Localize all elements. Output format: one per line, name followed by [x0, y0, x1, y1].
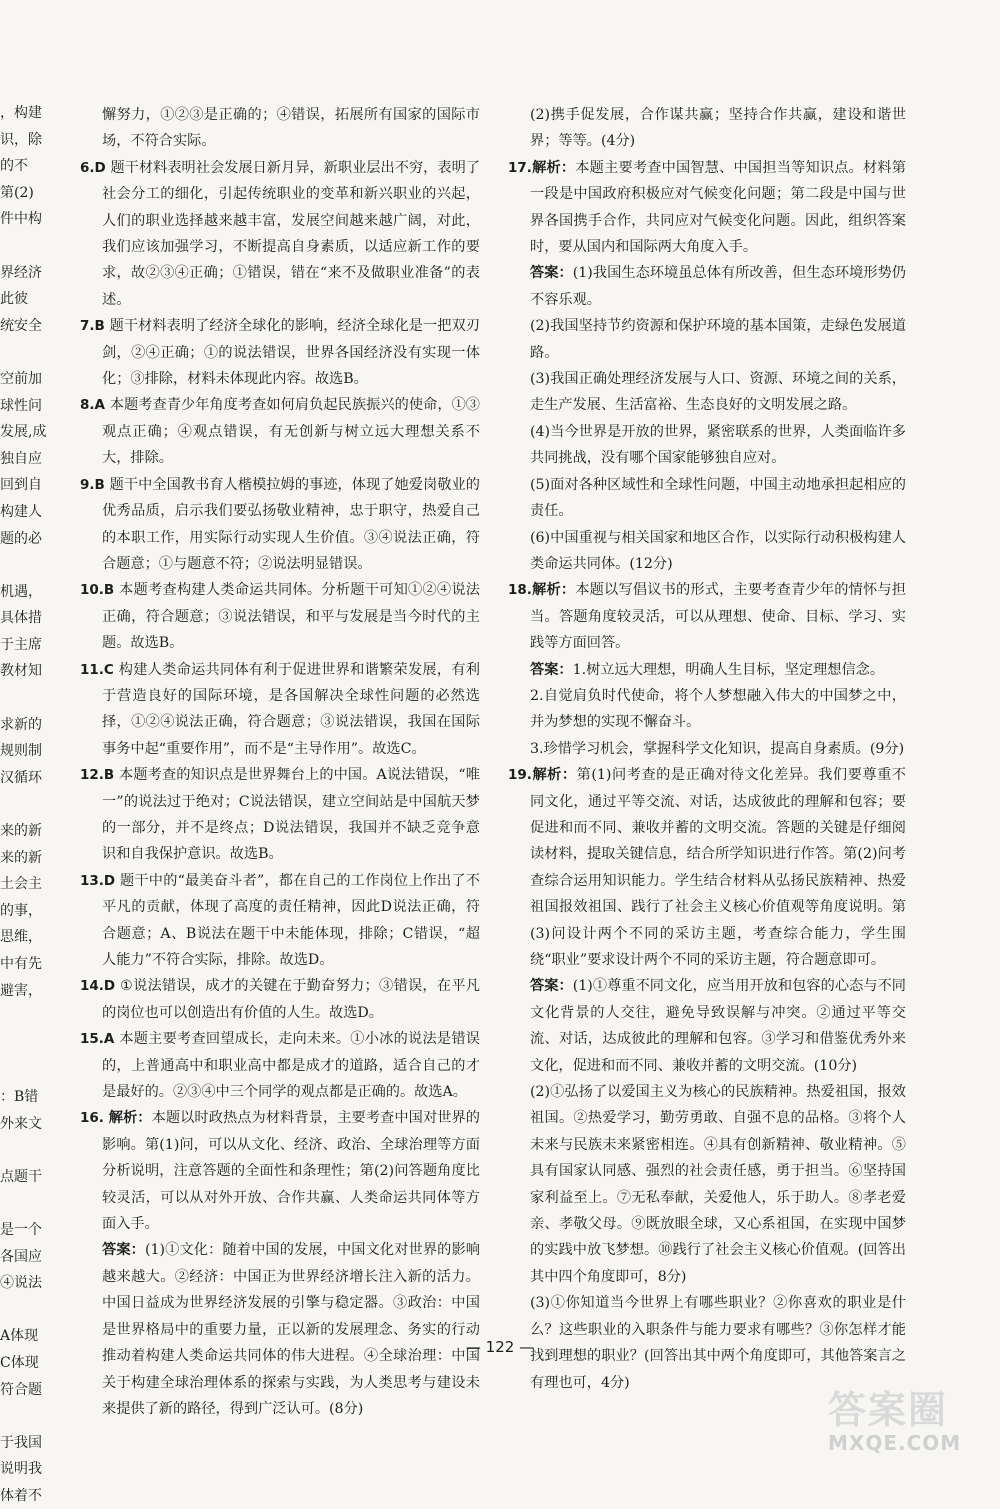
edge-fragment: 识，除: [0, 131, 42, 148]
answer-paragraph: [508, 683, 906, 736]
question-text: 本题主要考查回望成长，走向未来。①小冰的说法是错误的，上普通高中和职业高中都是成才的道路，适合自己的才是最好的。②③④中三个同学的观点都是正确的。故选A。: [102, 1031, 480, 1101]
question-item: [508, 577, 906, 656]
edge-fragment: [0, 1057, 78, 1084]
watermark-logo: [828, 1388, 978, 1462]
edge-fragment: 思维，: [0, 929, 42, 946]
analysis-label: 解析：: [108, 1110, 152, 1127]
edge-fragment: 汉循环: [0, 769, 42, 786]
edge-fragment: 第(2): [0, 184, 34, 201]
answer-paragraph: [80, 1237, 480, 1422]
edge-fragment: [0, 1403, 78, 1430]
question-number: 15.A: [80, 1031, 120, 1048]
question-item: [80, 102, 480, 155]
answer-text: 1.树立远大理想，明确人生目标，坚定理想信念。: [572, 661, 885, 678]
edge-fragment: [0, 1297, 78, 1324]
answer-paragraph: [508, 736, 906, 762]
left-column-fragment: [0, 100, 78, 1509]
edge-fragment: 件中构: [0, 211, 42, 228]
answer-paragraph: [508, 419, 906, 472]
question-item: [80, 1105, 480, 1237]
question-number: 13.D: [80, 872, 121, 889]
edge-fragment: 规则制: [0, 743, 42, 760]
edge-fragment: ，构建: [0, 105, 42, 121]
answer-paragraph: [508, 1079, 906, 1290]
edge-fragment: A体现: [0, 1328, 39, 1345]
question-item: [80, 973, 480, 1026]
right-column: [508, 102, 906, 1396]
answer-text: (1)我国生态环境虽总体有所改善，但生态环境形势仍不容乐观。: [530, 265, 906, 308]
question-item: [80, 313, 480, 392]
edge-fragment: [0, 1137, 78, 1164]
edge-fragment: 来的新: [0, 823, 42, 840]
answer-paragraph: [508, 260, 906, 313]
question-number: 9.B: [80, 476, 110, 493]
edge-fragment: 的事，: [0, 902, 42, 919]
edge-fragment: 教材知: [0, 663, 42, 680]
answer-label: 答案：: [530, 661, 573, 678]
edge-fragment: 说明我: [0, 1461, 42, 1478]
edge-fragment: ：B错: [0, 1088, 39, 1105]
edge-fragment: [0, 1031, 78, 1058]
answer-text: (5)面对各种区域性和全球性问题，中国主动地承担起相应的责任。: [530, 476, 906, 520]
edge-fragment: 发展,成: [0, 424, 47, 441]
question-number: 8.A: [80, 397, 110, 414]
edge-fragment: 具体措: [0, 610, 42, 627]
question-number: 12.B: [80, 767, 120, 784]
edge-fragment: 土会主: [0, 876, 42, 893]
answer-text: 2.自觉肩负时代使命，将个人梦想融入伟大的中国梦之中，并为梦想的实现不懈奋斗。: [530, 687, 906, 731]
answer-paragraph: [508, 525, 906, 578]
answer-paragraph: [508, 973, 906, 1079]
question-text: 题干中的“最美奋斗者”，都在自己的工作岗位上作出了不平凡的贡献，体现了高度的责任精神，因此D说法正确，符合题意；A、B说法在题干中未能体现，排除；C错误，“超人能力”不符合实际，排除。故选D。: [102, 872, 480, 968]
question-item: [508, 762, 906, 973]
edge-fragment: C体现: [0, 1354, 39, 1371]
question-text: 题干中全国教书育人楷模拉姆的事迹，体现了她爱岗敬业的优秀品质，启示我们要弘扬敬业精神，忠于职守，热爱自己的本职工作，用实际行动实现人生价值。③④说法正确，符合题意；①与题意不符；②说法明显错误。: [102, 476, 480, 572]
question-item: [80, 762, 480, 868]
answer-text: (6)中国重视与相关国家和地区合作，以实际行动积极构建人类命运共同体。(12分): [530, 529, 906, 572]
question-number: 6.D: [80, 159, 111, 176]
analysis-label: 解析：: [531, 767, 577, 784]
question-item: [80, 472, 480, 578]
answer-text: (2)①弘扬了以爱国主义为核心的民族精神。热爱祖国，报效祖国。②热爱学习，勤劳勇敢、自强不息的品格。③将个人未来与民族未来紧密相连。④具有创新精神、敬业精神。⑤具有国家认同感、强烈的社会责任感，勇于担当。⑥坚持国家利益至上。⑦无私奉献，关爱他人，乐于助人。⑧孝老爱亲、孝敬父母。⑨既放眼全球，又心系祖国，在实现中国梦的实践中放飞梦想。⑩践行了社会主义核心价值观。(回答出其中四个角度即可，8分): [530, 1084, 906, 1285]
edge-fragment: 外来文: [0, 1115, 42, 1132]
edge-fragment: 是一个: [0, 1221, 42, 1238]
edge-fragment: 点题干: [0, 1168, 42, 1185]
edge-fragment: 球性问: [0, 397, 42, 414]
answer-text: (3)①你知道当今世界上有哪些职业？②你喜欢的职业是什么？这些职业的入职条件与能力要求有哪些？③你怎样才能找到理想的职业？(回答出其中两个角度即可，其他答案言之有理也可，4分): [530, 1295, 906, 1391]
question-number: 18.: [508, 582, 532, 599]
edge-fragment: 中有先: [0, 956, 42, 972]
question-number: 7.B: [80, 318, 110, 335]
middle-column: [80, 102, 480, 1422]
analysis-label: 解析：: [531, 582, 576, 599]
question-item: [508, 155, 906, 261]
answer-paragraph: [508, 313, 906, 366]
question-item: [80, 577, 480, 656]
edge-fragment: [0, 1004, 78, 1031]
edge-fragment: 构建人: [0, 503, 42, 520]
question-item: [80, 1026, 480, 1105]
question-text: 本题考查青少年角度考查如何肩负起民族振兴的使命，①③观点正确；④观点错误，有无创新与树立远大理想关系不大，排除。: [102, 397, 480, 467]
edge-fragment: 的不: [0, 158, 28, 175]
page-number: — 122 —: [465, 1338, 535, 1356]
edge-fragment: 此彼: [0, 291, 28, 308]
answer-label: 答案：: [530, 978, 573, 995]
question-text: 本题主要考查中国智慧、中国担当等知识点。材料第一段是中国政府积极应对气候变化问题；第二段是中国与世界各国携手合作，共同应对气候变化问题。因此，组织答案时，要从国内和国际两大角度入手。: [530, 159, 906, 256]
edge-fragment: 求新的: [0, 716, 42, 733]
question-text: 第(1)问考查的是正确对待文化差异。我们要尊重不同文化，通过平等交流、对话，达成彼此的理解和包容；要促进和而不同、兼收并蓄的文明交流。答题的关键是仔细阅读材料，提取关键信息，结合所学知识进行作答。第(2)问考查综合运用知识能力。学生结合材料从弘扬民族精神、热爱祖国报效祖国、践行了社会主义核心价值观等角度说明。第(3)问设计两个不同的采访主题，考查综合能力，学生围绕“职业”要求设计两个不同的采访主题，符合题意即可。: [530, 767, 906, 968]
answer-text: (4)当今世界是开放的世界，紧密联系的世界，人类面临许多共同挑战，没有哪个国家能够独自应对。: [530, 423, 906, 467]
question-item: [80, 868, 480, 974]
edge-fragment: 机遇，: [0, 583, 42, 600]
answer-text: (1)①文化：随着中国的发展，中国文化对世界的影响越来越大。②经济：中国正为世界经济增长注入新的活力。中国日益成为世界经济发展的引擎与稳定器。③政治：中国是世界格局中的重要力量，正以新的发展理念、务实的行动推动着构建人类命运共同体的伟大进程。④全球治理：中国关于构建全球治理体系的探索与实践，为人类思考与建设未来提供了新的路径，得到广泛认可。(8分): [102, 1242, 480, 1417]
answer-label: 答案：: [530, 265, 573, 282]
answer-text: (2)我国坚持节约资源和保护环境的基本国策，走绿色发展道路。: [530, 318, 906, 361]
edge-fragment: ④说法: [0, 1275, 42, 1292]
question-text: ①说法错误，成才的关键在于勤奋努力；③错误，在平凡的岗位也可以创造出有价值的人生。故选D。: [102, 978, 480, 1021]
edge-fragment: [0, 339, 78, 366]
question-text: 本题以时政热点为材料背景，主要考查中国对世界的影响。第(1)问，可以从文化、经济、政治、全球治理等方面分析说明，注意答题的全面性和条理性；第(2)问答题角度比较灵活，可以从对外开放、合作共赢、人类命运共同体等方面入手。: [102, 1110, 480, 1233]
question-text: 构建人类命运共同体有利于促进世界和谐繁荣发展，有利于营造良好的国际环境，是各国解决全球性问题的必然选择，①②④说法正确，符合题意；③说法错误，我国在国际事务中起“重要作用”，而不是“主导作用”。故选C。: [102, 661, 480, 757]
question-text: 本题以写倡议书的形式，主要考查青少年的情怀与担当。答题角度较灵活，可以从理想、使命、目标、学习、实践等方面回答。: [530, 582, 906, 652]
edge-fragment: 体着不: [0, 1487, 42, 1504]
edge-fragment: 符合题: [0, 1381, 42, 1398]
question-number: 19.: [508, 767, 532, 784]
question-number: 11.C: [80, 661, 119, 678]
edge-fragment: [0, 685, 78, 712]
edge-fragment: 回到自: [0, 477, 42, 494]
edge-fragment: 于主席: [0, 636, 42, 653]
answer-paragraph: [508, 472, 906, 525]
question-number: 17.: [508, 159, 532, 176]
edge-fragment: [0, 791, 78, 818]
question-text: 本题考查构建人类命运共同体。分析题干可知①②④说法正确，符合题意；③说法错误，和平与发展是当今时代的主题。故选B。: [102, 582, 480, 652]
answer-text: 3.珍惜学习机会，掌握科学文化知识，提高自身素质。(9分): [530, 740, 905, 757]
question-number: 10.B: [80, 582, 120, 599]
edge-fragment: 独自应: [0, 450, 42, 467]
question-number: 14.D: [80, 978, 121, 995]
question-number: 16.: [80, 1110, 109, 1127]
edge-fragment: 于我国: [0, 1434, 42, 1451]
question-text: 题干材料表明了经济全球化的影响，经济全球化是一把双刃剑，②④正确；①的说法错误，世界各国经济没有实现一体化；③排除，材料未体现此内容。故选B。: [102, 318, 480, 388]
answer-text: (1)①尊重不同文化，应当用开放和包容的心态与不同文化背景的人交往，避免导致误解与冲突。②通过平等交流、对话，达成彼此的理解和包容。③学习和借鉴优秀外来文化，促进和而不同、兼收并蓄的文明交流。(10分): [530, 978, 906, 1074]
answer-paragraph: [508, 366, 906, 419]
question-text: 懈努力，①②③是正确的；④错误，拓展所有国家的国际市场，不符合实际。: [102, 107, 480, 150]
watermark-url: MXQE.COM: [828, 1431, 962, 1455]
edge-fragment: 避害，: [0, 982, 42, 999]
analysis-label: 解析：: [531, 159, 576, 176]
edge-fragment: 界经济: [0, 264, 42, 281]
question-text: 题干材料表明社会发展日新月异，新职业层出不穷，表明了社会分工的细化，引起传统职业的变革和新兴职业的兴起，人们的职业选择越来越丰富，发展空间越来越广阔，对此，我们应该加强学习，不断提高自身素质，以适应新工作的要求，故②③④正确；①错误，错在“来不及做职业准备”的表述。: [102, 159, 480, 308]
edge-fragment: 来的新: [0, 849, 42, 866]
question-item: [80, 657, 480, 763]
answer-paragraph: (2)携手促发展，合作谋共赢；坚持合作共赢，建设和谐世界；等等。(4分): [530, 107, 906, 150]
edge-fragment: 统安全: [0, 317, 42, 334]
question-item: [80, 392, 480, 471]
edge-fragment: [0, 1190, 78, 1217]
edge-fragment: 题的必: [0, 530, 42, 547]
question-text: 本题考查的知识点是世界舞台上的中国。A说法错误，“唯一”的说法过于绝对；C说法错误，建立空间站是中国航天梦的一部分，并不是终点；D说法错误，我国并不缺乏竞争意识和自我保护意识。故选B。: [102, 767, 480, 863]
answer-text: (3)我国正确处理经济发展与人口、资源、环境之间的关系，走生产发展、生活富裕、生态良好的文明发展之路。: [530, 371, 906, 414]
answer-label: 答案：: [102, 1242, 145, 1259]
answer-paragraph: [508, 657, 906, 683]
watermark-text: 答案圈: [828, 1388, 949, 1432]
question-item: [80, 155, 480, 313]
edge-fragment: [0, 233, 78, 260]
edge-fragment: 各国应: [0, 1248, 42, 1265]
edge-fragment: 空前加: [0, 370, 42, 387]
edge-fragment: [0, 552, 78, 579]
